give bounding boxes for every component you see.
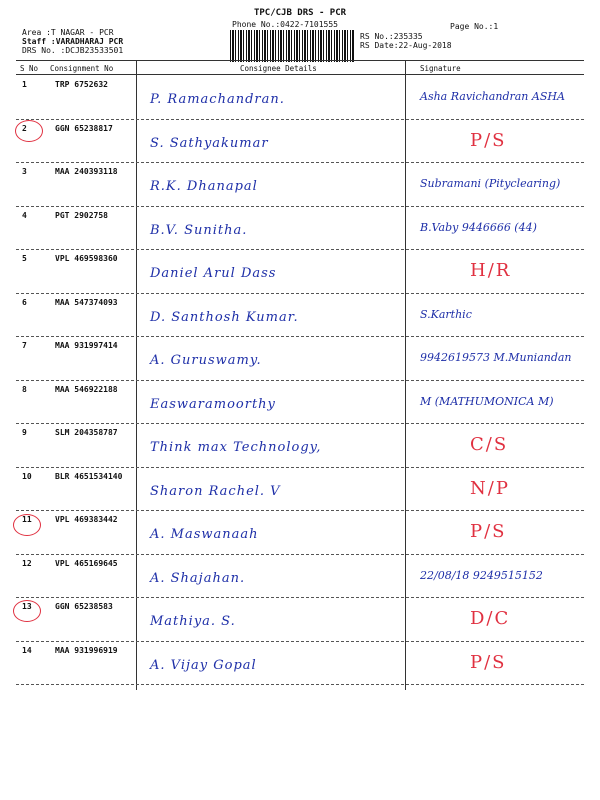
consignment-number: MAA 931996919 xyxy=(55,645,118,655)
drs-number: DRS No. :DCJB23533501 xyxy=(22,46,124,55)
area-label: Area :T NAGAR - PCR xyxy=(22,28,114,37)
consignee-handwritten-name: D. Santhosh Kumar. xyxy=(150,309,299,325)
consignee-handwritten-name: S. Sathyakumar xyxy=(150,135,269,151)
page-number: Page No.:1 xyxy=(450,22,499,31)
row-separator xyxy=(16,423,584,424)
consignee-handwritten-name: Think max Technology, xyxy=(150,440,322,455)
row-separator xyxy=(16,249,584,250)
consignment-number: VPL 469383442 xyxy=(55,515,118,524)
consignee-handwritten-name: Sharon Rachel. V xyxy=(150,483,281,499)
col-header-consignment: Consignment No xyxy=(50,64,114,73)
consignee-handwritten-name: A. Guruswamy. xyxy=(150,353,262,368)
column-divider-consignee xyxy=(136,60,137,690)
row-separator xyxy=(16,336,584,337)
row-serial-number: 12 xyxy=(22,558,32,568)
signature-handwritten: S.Karthic xyxy=(420,307,472,321)
row-serial-number: 4 xyxy=(22,210,27,220)
consignment-number: PGT 2902758 xyxy=(55,210,108,220)
consignment-number: SLM 204358787 xyxy=(55,428,118,437)
red-circle-mark xyxy=(13,600,41,622)
row-serial-number: 3 xyxy=(22,167,27,176)
row-serial-number: 5 xyxy=(22,254,27,263)
delivery-status-mark: D/C xyxy=(470,608,511,629)
consignment-number: MAA 240393118 xyxy=(55,167,118,176)
consignee-handwritten-name: A. Shajahan. xyxy=(150,570,246,586)
table-top-rule xyxy=(16,60,584,61)
row-serial-number: 1 xyxy=(22,80,27,89)
consignee-handwritten-name: Mathiya. S. xyxy=(150,614,236,629)
consignment-number: GGN 65238583 xyxy=(55,602,113,611)
consignment-number: MAA 547374093 xyxy=(55,297,118,307)
consignee-handwritten-name: Easwaramoorthy xyxy=(150,396,276,412)
row-serial-number: 9 xyxy=(22,428,27,437)
signature-handwritten: 22/08/18 9249515152 xyxy=(420,568,543,582)
signature-handwritten: B.Vaby 9446666 (44) xyxy=(420,220,537,234)
header-bottom-rule xyxy=(16,74,584,75)
signature-handwritten: Subramani (Pityclearing) xyxy=(420,177,561,190)
row-separator xyxy=(16,597,584,598)
consignment-number: TRP 6752632 xyxy=(55,80,108,89)
col-header-sno: S No xyxy=(20,64,39,73)
consignee-handwritten-name: P. Ramachandran. xyxy=(150,92,285,107)
row-separator xyxy=(16,467,584,468)
column-divider-signature xyxy=(405,60,406,690)
row-serial-number: 8 xyxy=(22,384,27,394)
staff-label: Staff :VARADHARAJ PCR xyxy=(22,37,124,46)
signature-handwritten: 9942619573 M.Muniandan xyxy=(420,351,572,364)
rs-date: RS Date:22-Aug-2018 xyxy=(360,41,452,50)
row-serial-number: 10 xyxy=(22,471,32,481)
consignment-number: GGN 65238817 xyxy=(55,123,113,133)
delivery-status-mark: C/S xyxy=(470,434,509,455)
row-separator xyxy=(16,510,584,511)
delivery-status-mark: P/S xyxy=(470,129,507,151)
row-separator xyxy=(16,641,584,642)
row-serial-number: 14 xyxy=(22,645,32,655)
signature-handwritten: Asha Ravichandran ASHA xyxy=(420,90,565,103)
consignment-number: VPL 465169645 xyxy=(55,558,118,568)
delivery-status-mark: P/S xyxy=(470,651,507,673)
row-separator xyxy=(16,684,584,685)
row-serial-number: 6 xyxy=(22,297,27,307)
red-circle-mark xyxy=(15,120,43,142)
delivery-status-mark: N/P xyxy=(470,477,510,499)
delivery-status-mark: H/R xyxy=(470,260,512,281)
consignee-handwritten-name: Daniel Arul Dass xyxy=(150,266,277,281)
row-serial-number: 2 xyxy=(22,123,27,133)
row-separator xyxy=(16,380,584,381)
consignment-number: BLR 4651534140 xyxy=(55,471,123,481)
col-header-signature: Signature xyxy=(420,64,461,73)
document-title: TPC/CJB DRS - PCR xyxy=(253,8,347,18)
consignee-handwritten-name: A. Vijay Gopal xyxy=(150,657,257,673)
signature-handwritten: M (MATHUMONICA M) xyxy=(420,394,554,408)
delivery-status-mark: P/S xyxy=(470,521,507,542)
row-serial-number: 7 xyxy=(22,341,27,350)
consignee-handwritten-name: A. Maswanaah xyxy=(150,527,259,542)
consignee-handwritten-name: B.V. Sunitha. xyxy=(150,222,248,238)
rs-number: RS No.:235335 xyxy=(360,32,423,41)
row-separator xyxy=(16,554,584,555)
consignment-number: VPL 469598360 xyxy=(55,254,118,263)
row-separator xyxy=(16,162,584,163)
row-serial-number: 11 xyxy=(22,515,32,524)
barcode-image xyxy=(230,30,355,62)
row-separator xyxy=(16,293,584,294)
consignee-handwritten-name: R.K. Dhanapal xyxy=(150,179,258,194)
row-separator xyxy=(16,119,584,120)
consignment-number: MAA 931997414 xyxy=(55,341,118,350)
phone-number: Phone No.:0422-7101555 xyxy=(232,20,338,29)
red-circle-mark xyxy=(13,514,41,536)
row-serial-number: 13 xyxy=(22,602,32,611)
col-header-consignee: Consignee Details xyxy=(240,64,317,73)
consignment-number: MAA 546922188 xyxy=(55,384,118,394)
row-separator xyxy=(16,206,584,207)
